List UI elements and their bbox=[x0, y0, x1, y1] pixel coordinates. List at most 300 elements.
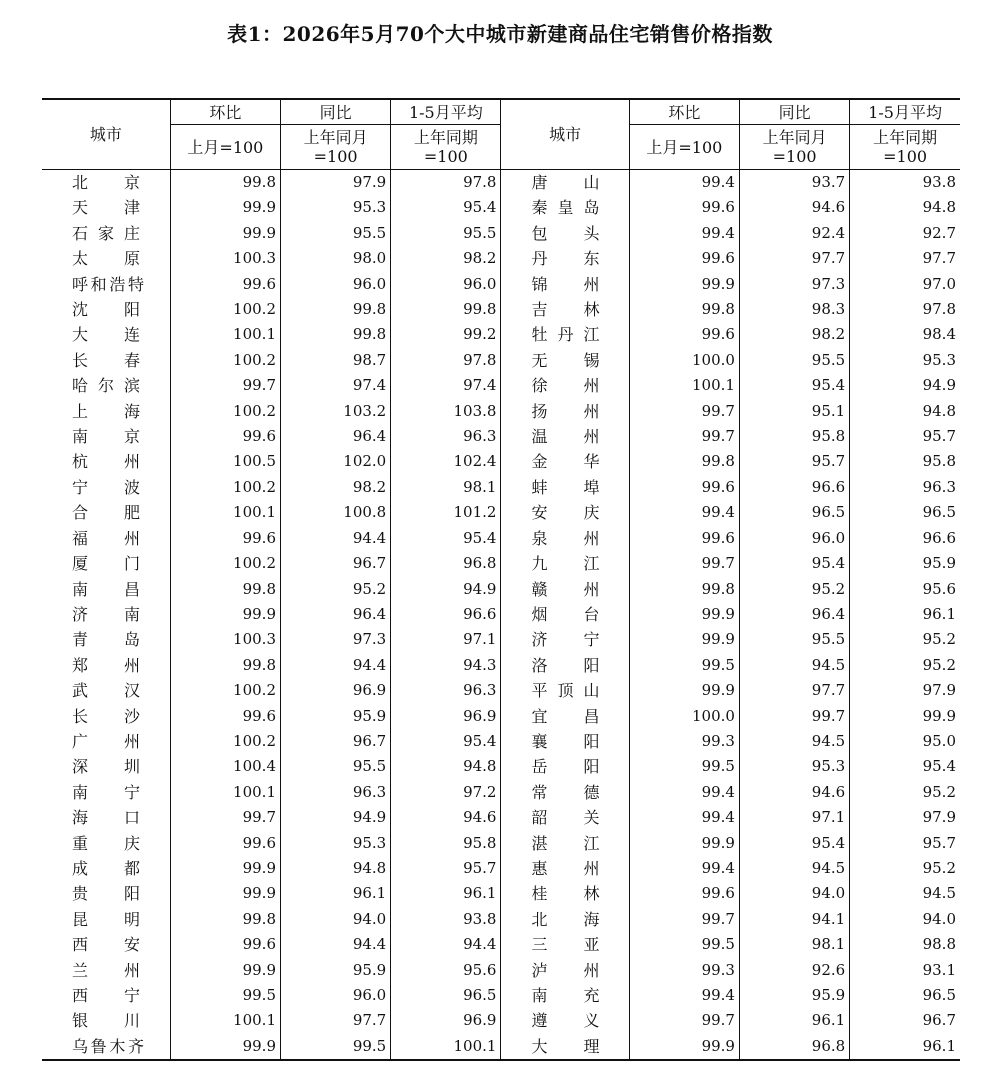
yoy-value-right: 94.5 bbox=[739, 729, 849, 754]
ytd-value-right: 97.0 bbox=[850, 272, 960, 297]
mom-value-left: 100.5 bbox=[170, 449, 280, 474]
ytd-value-left: 95.6 bbox=[391, 958, 501, 983]
table-row bbox=[42, 958, 960, 983]
city-cell-right bbox=[501, 373, 629, 398]
ytd-value-left: 96.8 bbox=[391, 551, 501, 576]
yoy-value-right: 95.9 bbox=[739, 983, 849, 1008]
table-row bbox=[42, 907, 960, 932]
city-cell-left bbox=[42, 754, 170, 779]
mom-value-right: 99.6 bbox=[629, 246, 739, 271]
city-cell-left bbox=[42, 780, 170, 805]
city-cell-right bbox=[501, 678, 629, 703]
table-row bbox=[42, 297, 960, 322]
city-name: 北海 bbox=[531, 909, 600, 929]
mom-base-label: 上月=100 bbox=[187, 137, 264, 157]
city-cell-left bbox=[42, 348, 170, 373]
city-cell-right bbox=[501, 526, 629, 551]
city-cell-right bbox=[501, 856, 629, 881]
ytd-column-header-left: 1-5月平均 bbox=[391, 99, 501, 125]
mom-value-left: 99.6 bbox=[170, 831, 280, 856]
yoy-value-right: 97.7 bbox=[739, 246, 849, 271]
city-name: 宁波 bbox=[72, 477, 140, 497]
ytd-value-left: 99.2 bbox=[391, 322, 501, 347]
mom-value-right: 99.3 bbox=[629, 729, 739, 754]
yoy-value-left: 97.4 bbox=[281, 373, 391, 398]
city-name: 福州 bbox=[72, 528, 140, 548]
ytd-value-right: 96.1 bbox=[850, 602, 960, 627]
mom-value-left: 99.7 bbox=[170, 373, 280, 398]
ytd-value-left: 96.1 bbox=[391, 881, 501, 906]
city-name: 长春 bbox=[72, 350, 140, 370]
ytd-value-left: 94.6 bbox=[391, 805, 501, 830]
yoy-value-right: 96.8 bbox=[739, 1034, 849, 1060]
table-row bbox=[42, 831, 960, 856]
ytd-value-right: 95.9 bbox=[850, 551, 960, 576]
ytd-value-left: 97.1 bbox=[391, 627, 501, 652]
table-row bbox=[42, 551, 960, 576]
yoy-value-left: 95.5 bbox=[281, 754, 391, 779]
city-cell-right bbox=[501, 322, 629, 347]
city-cell-right bbox=[501, 246, 629, 271]
yoy-value-left: 94.4 bbox=[281, 526, 391, 551]
ytd-value-left: 96.5 bbox=[391, 983, 501, 1008]
ytd-value-right: 94.5 bbox=[850, 881, 960, 906]
table-row bbox=[42, 805, 960, 830]
ytd-value-right: 95.8 bbox=[850, 449, 960, 474]
mom-value-left: 99.9 bbox=[170, 1034, 280, 1060]
ytd-value-right: 97.9 bbox=[850, 805, 960, 830]
ytd-value-left: 94.8 bbox=[391, 754, 501, 779]
yoy-value-left: 96.7 bbox=[281, 729, 391, 754]
mom-value-right: 99.6 bbox=[629, 475, 739, 500]
yoy-value-left: 96.4 bbox=[281, 424, 391, 449]
table-row bbox=[42, 729, 960, 754]
yoy-value-right: 94.1 bbox=[739, 907, 849, 932]
table-row bbox=[42, 881, 960, 906]
city-cell-right bbox=[501, 907, 629, 932]
mom-value-right: 99.9 bbox=[629, 272, 739, 297]
table-row bbox=[42, 678, 960, 703]
ytd-value-right: 93.1 bbox=[850, 958, 960, 983]
yoy-value-right: 98.1 bbox=[739, 932, 849, 957]
mom-value-right: 99.6 bbox=[629, 881, 739, 906]
city-name: 襄阳 bbox=[531, 731, 600, 751]
ytd-value-right: 97.9 bbox=[850, 678, 960, 703]
city-name: 广州 bbox=[72, 731, 140, 751]
city-name: 唐山 bbox=[531, 173, 600, 192]
yoy-value-left: 94.4 bbox=[281, 932, 391, 957]
city-name: 太原 bbox=[72, 249, 140, 269]
city-name: 济南 bbox=[72, 604, 140, 624]
yoy-value-right: 98.3 bbox=[739, 297, 849, 322]
yoy-value-left: 99.8 bbox=[281, 297, 391, 322]
mom-value-left: 100.1 bbox=[170, 1008, 280, 1033]
mom-value-right: 99.3 bbox=[629, 958, 739, 983]
ytd-value-left: 97.8 bbox=[391, 170, 501, 196]
mom-value-right: 99.7 bbox=[629, 424, 739, 449]
city-cell-left bbox=[42, 907, 170, 932]
ytd-value-left: 98.2 bbox=[391, 246, 501, 271]
city-cell-right bbox=[501, 399, 629, 424]
city-cell-right bbox=[501, 449, 629, 474]
ytd-value-left: 96.3 bbox=[391, 424, 501, 449]
yoy-value-right: 96.1 bbox=[739, 1008, 849, 1033]
ytd-base-label-line2: =100 bbox=[883, 147, 928, 166]
yoy-value-left: 96.4 bbox=[281, 602, 391, 627]
ytd-value-right: 94.8 bbox=[850, 399, 960, 424]
city-cell-left bbox=[42, 195, 170, 220]
mom-value-left: 99.8 bbox=[170, 577, 280, 602]
city-cell-right bbox=[501, 1034, 629, 1060]
yoy-value-left: 96.9 bbox=[281, 678, 391, 703]
city-name: 烟台 bbox=[531, 604, 600, 624]
city-cell-left bbox=[42, 246, 170, 271]
mom-value-right: 99.4 bbox=[629, 983, 739, 1008]
mom-value-left: 100.2 bbox=[170, 475, 280, 500]
table-row bbox=[42, 754, 960, 779]
yoy-value-right: 94.5 bbox=[739, 653, 849, 678]
table-row bbox=[42, 221, 960, 246]
city-name: 大连 bbox=[72, 325, 140, 345]
yoy-value-right: 95.7 bbox=[739, 449, 849, 474]
yoy-value-left: 98.7 bbox=[281, 348, 391, 373]
table-row bbox=[42, 373, 960, 398]
yoy-value-right: 96.6 bbox=[739, 475, 849, 500]
city-name: 南宁 bbox=[72, 782, 140, 802]
mom-value-left: 100.2 bbox=[170, 399, 280, 424]
yoy-value-right: 95.1 bbox=[739, 399, 849, 424]
mom-value-right: 99.9 bbox=[629, 678, 739, 703]
city-name: 重庆 bbox=[72, 833, 140, 853]
ytd-value-right: 95.2 bbox=[850, 627, 960, 652]
ytd-value-right: 96.5 bbox=[850, 983, 960, 1008]
city-name: 三亚 bbox=[531, 935, 600, 955]
ytd-value-left: 96.3 bbox=[391, 678, 501, 703]
city-cell-right bbox=[501, 881, 629, 906]
mom-value-right: 99.9 bbox=[629, 627, 739, 652]
mom-value-left: 99.9 bbox=[170, 958, 280, 983]
table-row bbox=[42, 424, 960, 449]
price-index-table bbox=[42, 98, 960, 1061]
table-row bbox=[42, 170, 960, 196]
city-name: 吉林 bbox=[531, 300, 600, 320]
city-cell-right bbox=[501, 500, 629, 525]
mom-value-right: 99.9 bbox=[629, 831, 739, 856]
ytd-column-header-right: 1-5月平均 bbox=[850, 99, 960, 125]
city-name: 天津 bbox=[72, 198, 140, 218]
table-row bbox=[42, 627, 960, 652]
ytd-value-right: 96.7 bbox=[850, 1008, 960, 1033]
mom-value-left: 99.6 bbox=[170, 526, 280, 551]
city-cell-left bbox=[42, 805, 170, 830]
mom-value-right: 99.6 bbox=[629, 526, 739, 551]
table-row bbox=[42, 577, 960, 602]
ytd-value-right: 98.4 bbox=[850, 322, 960, 347]
city-cell-left bbox=[42, 221, 170, 246]
mom-value-right: 99.9 bbox=[629, 1034, 739, 1060]
mom-column-header-left: 环比 bbox=[170, 99, 280, 125]
table-header bbox=[42, 99, 960, 170]
ytd-base-header-right bbox=[850, 125, 960, 170]
city-name: 平顶山 bbox=[531, 681, 600, 701]
ytd-value-left: 97.2 bbox=[391, 780, 501, 805]
city-name: 厦门 bbox=[72, 554, 140, 574]
ytd-value-left: 97.8 bbox=[391, 348, 501, 373]
city-cell-left bbox=[42, 551, 170, 576]
city-name: 海口 bbox=[72, 808, 140, 828]
ytd-value-left: 95.4 bbox=[391, 526, 501, 551]
mom-value-right: 99.5 bbox=[629, 932, 739, 957]
city-name: 九江 bbox=[531, 554, 600, 574]
city-name: 哈尔滨 bbox=[72, 376, 140, 396]
ytd-value-right: 95.3 bbox=[850, 348, 960, 373]
yoy-value-right: 95.3 bbox=[739, 754, 849, 779]
city-name: 北京 bbox=[72, 173, 140, 192]
yoy-value-left: 95.3 bbox=[281, 831, 391, 856]
city-column-header-right: 城市 bbox=[501, 99, 629, 170]
price-index-table-container bbox=[42, 98, 960, 1061]
mom-value-right: 99.7 bbox=[629, 1008, 739, 1033]
ytd-value-right: 95.7 bbox=[850, 424, 960, 449]
mom-value-left: 100.1 bbox=[170, 322, 280, 347]
yoy-value-left: 97.7 bbox=[281, 1008, 391, 1033]
city-name: 安庆 bbox=[531, 503, 600, 523]
mom-value-left: 99.8 bbox=[170, 653, 280, 678]
yoy-base-label-line2: =100 bbox=[772, 147, 817, 166]
city-cell-left bbox=[42, 983, 170, 1008]
yoy-value-left: 96.1 bbox=[281, 881, 391, 906]
city-name: 韶关 bbox=[531, 808, 600, 828]
ytd-value-right: 98.8 bbox=[850, 932, 960, 957]
yoy-base-label-line2: =100 bbox=[313, 147, 358, 166]
yoy-value-left: 96.7 bbox=[281, 551, 391, 576]
city-cell-right bbox=[501, 754, 629, 779]
city-cell-left bbox=[42, 424, 170, 449]
table-row bbox=[42, 704, 960, 729]
city-name: 丹东 bbox=[531, 249, 600, 269]
mom-value-right: 99.4 bbox=[629, 170, 739, 196]
yoy-value-left: 98.0 bbox=[281, 246, 391, 271]
mom-value-right: 99.4 bbox=[629, 780, 739, 805]
mom-value-right: 100.0 bbox=[629, 348, 739, 373]
mom-value-right: 99.8 bbox=[629, 449, 739, 474]
city-cell-right bbox=[501, 475, 629, 500]
yoy-value-right: 97.1 bbox=[739, 805, 849, 830]
ytd-value-right: 97.8 bbox=[850, 297, 960, 322]
ytd-value-left: 95.7 bbox=[391, 856, 501, 881]
city-cell-right bbox=[501, 704, 629, 729]
mom-value-left: 100.1 bbox=[170, 500, 280, 525]
yoy-value-left: 100.8 bbox=[281, 500, 391, 525]
ytd-value-right: 95.7 bbox=[850, 831, 960, 856]
table-row bbox=[42, 602, 960, 627]
mom-value-left: 99.6 bbox=[170, 424, 280, 449]
ytd-value-left: 96.0 bbox=[391, 272, 501, 297]
ytd-value-left: 96.6 bbox=[391, 602, 501, 627]
city-name: 锦州 bbox=[531, 274, 600, 294]
city-name: 兰州 bbox=[72, 960, 140, 980]
mom-value-right: 99.7 bbox=[629, 907, 739, 932]
city-name: 长沙 bbox=[72, 706, 140, 726]
city-column-header-left: 城市 bbox=[42, 99, 170, 170]
yoy-value-left: 95.5 bbox=[281, 221, 391, 246]
yoy-value-left: 95.9 bbox=[281, 704, 391, 729]
city-cell-right bbox=[501, 1008, 629, 1033]
city-name: 成都 bbox=[72, 858, 140, 878]
mom-value-left: 100.2 bbox=[170, 729, 280, 754]
city-cell-left bbox=[42, 399, 170, 424]
city-cell-left bbox=[42, 856, 170, 881]
city-name: 无锡 bbox=[531, 350, 600, 370]
city-cell-right bbox=[501, 272, 629, 297]
city-cell-left bbox=[42, 678, 170, 703]
table-row bbox=[42, 653, 960, 678]
mom-value-left: 99.5 bbox=[170, 983, 280, 1008]
yoy-value-right: 96.4 bbox=[739, 602, 849, 627]
mom-value-left: 99.8 bbox=[170, 907, 280, 932]
yoy-value-right: 93.7 bbox=[739, 170, 849, 196]
yoy-base-label-line1: 上年同月 bbox=[303, 128, 368, 147]
ytd-value-left: 95.4 bbox=[391, 195, 501, 220]
ytd-value-right: 96.1 bbox=[850, 1034, 960, 1060]
yoy-value-right: 92.6 bbox=[739, 958, 849, 983]
city-cell-left bbox=[42, 881, 170, 906]
table-row bbox=[42, 526, 960, 551]
yoy-value-right: 94.6 bbox=[739, 780, 849, 805]
ytd-value-right: 96.5 bbox=[850, 500, 960, 525]
table-row bbox=[42, 475, 960, 500]
ytd-value-left: 96.9 bbox=[391, 704, 501, 729]
city-name: 乌鲁木齐 bbox=[72, 1036, 144, 1056]
ytd-value-left: 95.5 bbox=[391, 221, 501, 246]
yoy-value-right: 94.0 bbox=[739, 881, 849, 906]
yoy-column-header-left: 同比 bbox=[281, 99, 391, 125]
city-cell-right bbox=[501, 932, 629, 957]
yoy-value-right: 95.2 bbox=[739, 577, 849, 602]
city-name: 呼和浩特 bbox=[72, 274, 144, 294]
yoy-base-header-left bbox=[281, 125, 391, 170]
table-row bbox=[42, 322, 960, 347]
yoy-value-right: 97.7 bbox=[739, 678, 849, 703]
mom-value-left: 99.9 bbox=[170, 195, 280, 220]
ytd-value-left: 97.4 bbox=[391, 373, 501, 398]
city-cell-right bbox=[501, 958, 629, 983]
yoy-value-left: 99.5 bbox=[281, 1034, 391, 1060]
city-name: 洛阳 bbox=[531, 655, 600, 675]
ytd-value-left: 95.4 bbox=[391, 729, 501, 754]
ytd-base-header-left bbox=[391, 125, 501, 170]
city-name: 大理 bbox=[531, 1036, 600, 1056]
ytd-value-right: 94.9 bbox=[850, 373, 960, 398]
mom-value-right: 100.0 bbox=[629, 704, 739, 729]
ytd-value-left: 101.2 bbox=[391, 500, 501, 525]
mom-value-right: 99.8 bbox=[629, 577, 739, 602]
ytd-base-label-line2: =100 bbox=[423, 147, 468, 166]
city-cell-left bbox=[42, 577, 170, 602]
mom-value-left: 99.9 bbox=[170, 856, 280, 881]
yoy-value-right: 95.4 bbox=[739, 551, 849, 576]
city-name: 常德 bbox=[531, 782, 600, 802]
mom-value-right: 100.1 bbox=[629, 373, 739, 398]
city-name: 银川 bbox=[72, 1011, 140, 1031]
city-cell-left bbox=[42, 932, 170, 957]
mom-value-left: 99.6 bbox=[170, 932, 280, 957]
city-name: 武汉 bbox=[72, 681, 140, 701]
yoy-value-left: 95.9 bbox=[281, 958, 391, 983]
table-row bbox=[42, 399, 960, 424]
city-cell-right bbox=[501, 348, 629, 373]
yoy-value-left: 99.8 bbox=[281, 322, 391, 347]
table-row bbox=[42, 246, 960, 271]
table-row bbox=[42, 983, 960, 1008]
yoy-value-right: 95.5 bbox=[739, 348, 849, 373]
city-name: 秦皇岛 bbox=[531, 198, 600, 218]
city-cell-right bbox=[501, 653, 629, 678]
mom-value-left: 100.3 bbox=[170, 246, 280, 271]
yoy-value-right: 96.5 bbox=[739, 500, 849, 525]
ytd-value-right: 95.2 bbox=[850, 653, 960, 678]
city-name: 牡丹江 bbox=[531, 325, 600, 345]
yoy-value-left: 98.2 bbox=[281, 475, 391, 500]
city-name: 济宁 bbox=[531, 630, 600, 650]
yoy-value-left: 94.9 bbox=[281, 805, 391, 830]
mom-value-right: 99.4 bbox=[629, 805, 739, 830]
yoy-column-header-right: 同比 bbox=[739, 99, 849, 125]
ytd-value-right: 95.0 bbox=[850, 729, 960, 754]
city-cell-left bbox=[42, 653, 170, 678]
city-cell-right bbox=[501, 551, 629, 576]
mom-base-label: 上月=100 bbox=[646, 137, 723, 157]
ytd-value-right: 95.2 bbox=[850, 856, 960, 881]
yoy-value-right: 95.4 bbox=[739, 373, 849, 398]
city-cell-right bbox=[501, 195, 629, 220]
ytd-value-left: 94.9 bbox=[391, 577, 501, 602]
yoy-value-left: 103.2 bbox=[281, 399, 391, 424]
ytd-value-right: 95.6 bbox=[850, 577, 960, 602]
table-row bbox=[42, 272, 960, 297]
ytd-value-left: 103.8 bbox=[391, 399, 501, 424]
mom-value-left: 100.2 bbox=[170, 348, 280, 373]
city-name: 杭州 bbox=[72, 452, 140, 472]
city-name: 惠州 bbox=[531, 858, 600, 878]
city-cell-right bbox=[501, 170, 629, 196]
table-row bbox=[42, 195, 960, 220]
ytd-value-right: 93.8 bbox=[850, 170, 960, 196]
city-cell-right bbox=[501, 831, 629, 856]
city-cell-left bbox=[42, 627, 170, 652]
city-cell-right bbox=[501, 424, 629, 449]
yoy-value-left: 94.8 bbox=[281, 856, 391, 881]
table-row bbox=[42, 449, 960, 474]
city-name: 西安 bbox=[72, 935, 140, 955]
mom-value-left: 100.2 bbox=[170, 678, 280, 703]
yoy-value-right: 99.7 bbox=[739, 704, 849, 729]
mom-value-left: 99.8 bbox=[170, 170, 280, 196]
city-name: 泉州 bbox=[531, 528, 600, 548]
mom-base-header-left bbox=[170, 125, 280, 170]
city-cell-left bbox=[42, 1034, 170, 1060]
city-name: 南充 bbox=[531, 986, 600, 1005]
yoy-value-right: 98.2 bbox=[739, 322, 849, 347]
city-name: 宜昌 bbox=[531, 706, 600, 726]
yoy-value-left: 94.0 bbox=[281, 907, 391, 932]
ytd-value-left: 94.4 bbox=[391, 932, 501, 957]
table-row bbox=[42, 1008, 960, 1033]
city-cell-right bbox=[501, 297, 629, 322]
city-name: 遵义 bbox=[531, 1011, 600, 1031]
mom-value-left: 99.7 bbox=[170, 805, 280, 830]
mom-value-right: 99.4 bbox=[629, 856, 739, 881]
